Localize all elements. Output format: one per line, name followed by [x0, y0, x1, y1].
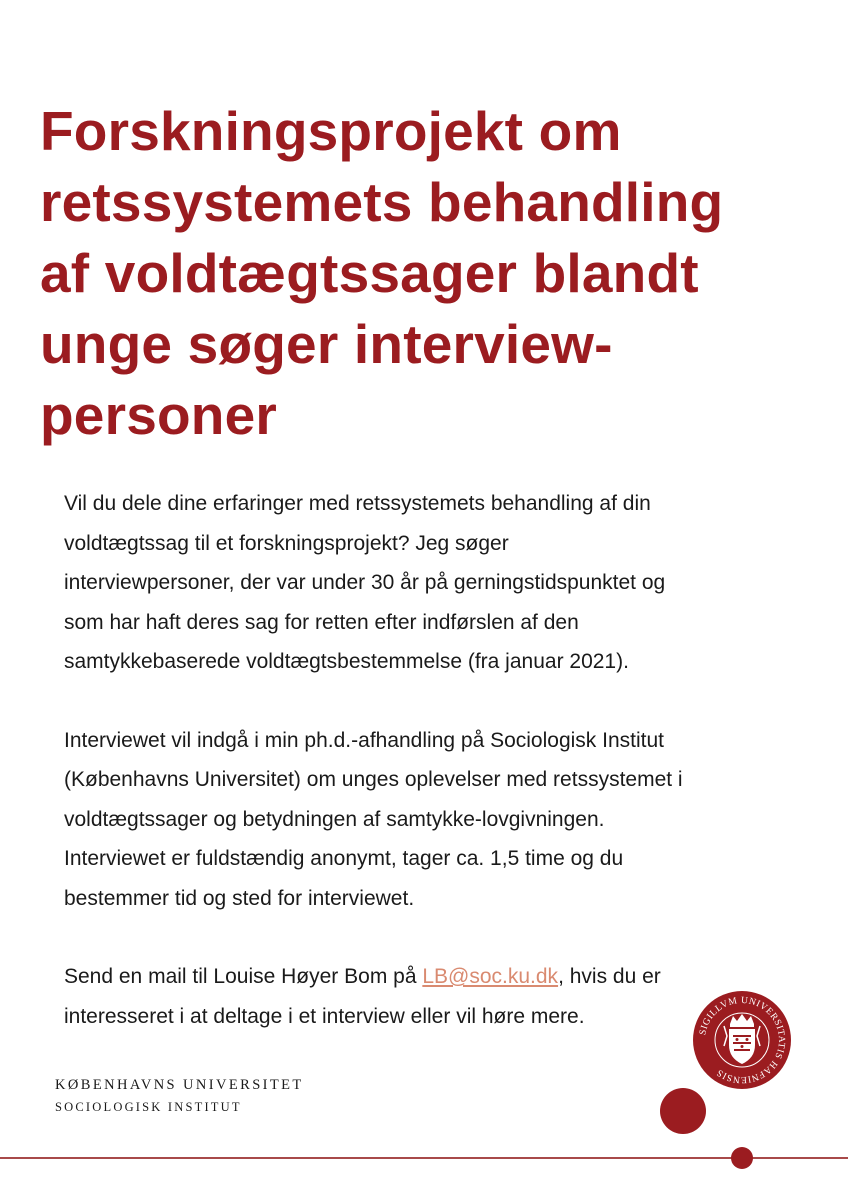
university-seal-logo — [692, 990, 792, 1090]
details-paragraph — [64, 721, 824, 919]
text-line: bestemmer tid og sted for interviewet. — [64, 886, 415, 910]
institute-name: SOCIOLOGISK INSTITUT — [55, 1100, 242, 1114]
text-line: samtykkebaserede voldtægtsbestemmelse (fra januar 2021). — [64, 650, 629, 673]
seal-text: SIGILLVM UNIVERSITATIS HAFNIENSIS — [698, 995, 787, 1085]
intro-paragraph — [64, 484, 824, 682]
email-link[interactable]: LB@soc.ku.dk — [422, 965, 559, 988]
contact-text-after: , hvis du er — [558, 965, 661, 988]
text-line: voldtægtssager og betydningen af samtykke-lovgivningen. — [64, 807, 605, 831]
text-line: interviewpersoner, der var under 30 år på gerningstidspunktet og — [64, 571, 666, 594]
decorative-circle — [660, 1088, 706, 1134]
title-line: retssystemets behandling — [40, 171, 724, 233]
text-line: Vil du dele dine erfaringer med retssystemets behandling af din — [64, 492, 651, 515]
text-line: som har haft deres sag for retten efter indførslen af den — [64, 610, 579, 634]
body-text — [64, 484, 824, 1036]
title-line: af voldtægtssager blandt — [40, 242, 699, 304]
text-line: Interviewet er fuldstændig anonymt, tager ca. 1,5 time og du — [64, 847, 624, 870]
decorative-dot — [731, 1147, 753, 1169]
footer-divider — [0, 1157, 848, 1159]
text-line: Interviewet vil indgå i min ph.d.-afhandling på Sociologisk Institut — [64, 728, 664, 752]
title-line: unge søger interview- — [40, 313, 613, 375]
text-line: voldtægtssag til et forskningsprojekt? Jeg søger — [64, 531, 509, 555]
text-line: interesseret i at deltage i et interview eller vil høre mere. — [64, 1004, 585, 1028]
university-name: KØBENHAVNS UNIVERSITET — [55, 1077, 304, 1093]
text-line: (Københavns Universitet) om unges oplevelser med retssystemet i — [64, 768, 683, 791]
contact-text-before: Send en mail til Louise Høyer Bom på — [64, 965, 423, 988]
title-line: personer — [40, 384, 277, 446]
title-line: Forskningsprojekt om — [40, 100, 622, 162]
page-title — [40, 96, 830, 451]
